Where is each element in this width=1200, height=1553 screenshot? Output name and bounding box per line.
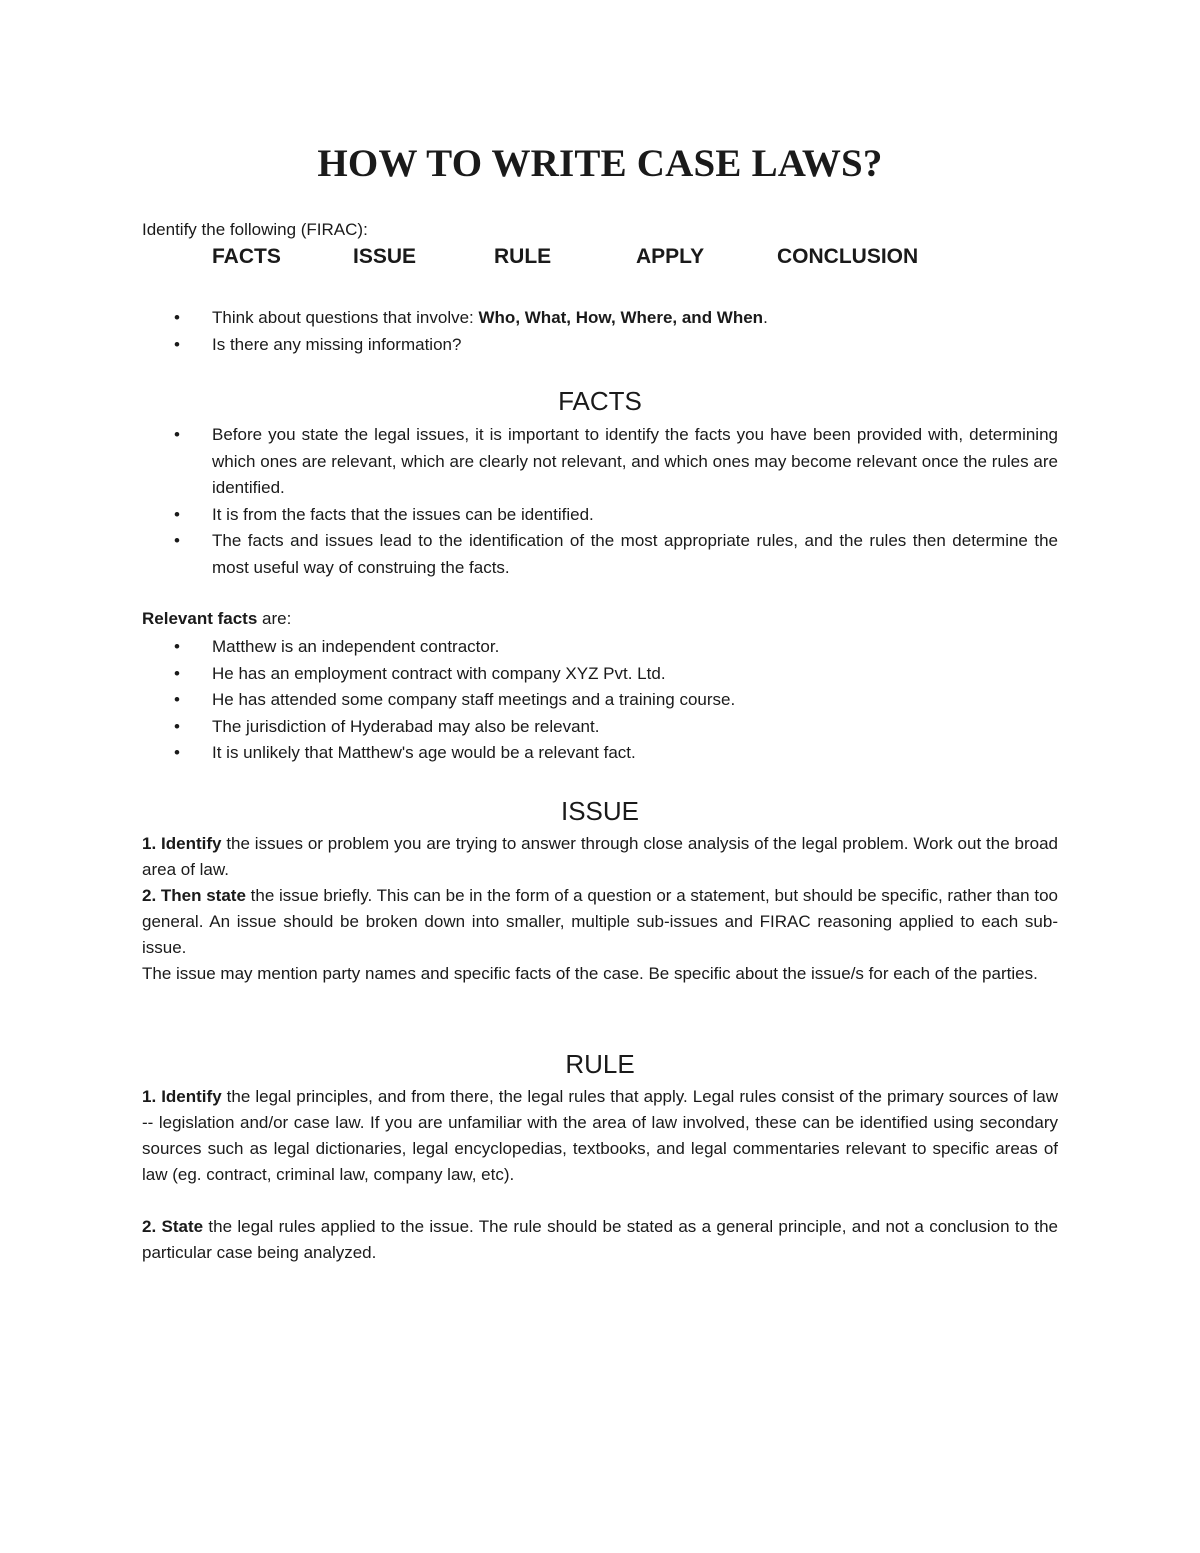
rule-step-1-text: the legal principles, and from there, the legal rules that apply. Legal rules consist of the primary sources of law -- legislation and/or case law. If you are unfamiliar with the area of law involved, these can be identified using secondary sources such as legal dictionaries, legal encyclopedias, textbooks, and legal commentaries relevant to specific areas of law (eg. contract, criminal law, company law, etc). bbox=[142, 1087, 1058, 1184]
relevant-facts-list bbox=[142, 634, 1058, 767]
issue-step-2-label: 2. Then state bbox=[142, 886, 246, 905]
issue-step-1-label: 1. Identify bbox=[142, 834, 222, 853]
list-item: • Matthew is an independent contractor. bbox=[142, 634, 1058, 661]
rule-step-2-label: 2. State bbox=[142, 1217, 204, 1236]
firac-intro: Identify the following (FIRAC): bbox=[142, 220, 368, 239]
relevant-facts-rest: are: bbox=[257, 609, 292, 628]
relevant-facts-intro bbox=[142, 606, 1058, 632]
issue-step-2-text: the issue briefly. This can be in the form of a question or a statement, but should be specific, rather than too general. An issue should be broken down into smaller, multiple sub-issues and FIRAC reasoning applied to each sub-issue. bbox=[142, 886, 1058, 957]
questions-prefix: Think about questions that involve: bbox=[212, 308, 479, 327]
list-item: • Is there any missing information? bbox=[142, 332, 1058, 359]
questions-bold: Who, What, How, Where, and When bbox=[478, 308, 764, 327]
facts-heading: FACTS bbox=[558, 386, 642, 416]
firac-term-apply: APPLY bbox=[636, 245, 705, 268]
list-item: • It is from the facts that the issues can be identified. bbox=[142, 502, 1058, 529]
document-title: HOW TO WRITE CASE LAWS? bbox=[317, 142, 883, 185]
firac-term-rule: RULE bbox=[494, 245, 552, 268]
issue-paragraph-3: The issue may mention party names and specific facts of the case. Be specific about the issue/s for each of the parties. bbox=[142, 964, 1038, 983]
list-item: • The jurisdiction of Hyderabad may also be relevant. bbox=[142, 714, 1058, 741]
rule-step-1-label: 1. Identify bbox=[142, 1087, 222, 1106]
list-item bbox=[142, 305, 1058, 332]
overview-list bbox=[142, 305, 1058, 358]
rule-paragraph-1 bbox=[142, 1084, 1058, 1188]
issue-heading: ISSUE bbox=[560, 796, 640, 826]
list-item: • Before you state the legal issues, it is important to identify the facts you have been provided with, determining which ones are relevant, which are clearly not relevant, and which ones may become relevant once the rules are identified. bbox=[142, 422, 1058, 502]
firac-term-conclusion: CONCLUSION bbox=[777, 245, 919, 268]
rule-paragraph-2 bbox=[142, 1214, 1058, 1266]
relevant-facts-label: Relevant facts bbox=[142, 609, 258, 628]
rule-heading: RULE bbox=[565, 1049, 635, 1079]
issue-paragraph-2 bbox=[142, 883, 1058, 961]
list-item: • He has an employment contract with company XYZ Pvt. Ltd. bbox=[142, 661, 1058, 688]
issue-paragraph-1 bbox=[142, 831, 1058, 883]
questions-suffix: . bbox=[763, 308, 768, 327]
firac-term-issue: ISSUE bbox=[353, 245, 417, 268]
issue-step-1-text: the issues or problem you are trying to answer through close analysis of the legal problem. Work out the broad area of law. bbox=[142, 834, 1058, 879]
facts-list bbox=[142, 422, 1058, 581]
firac-term-facts: FACTS bbox=[212, 245, 281, 268]
list-item: • He has attended some company staff meetings and a training course. bbox=[142, 687, 1058, 714]
list-item: • It is unlikely that Matthew's age would be a relevant fact. bbox=[142, 740, 1058, 767]
rule-step-2-text: the legal rules applied to the issue. The rule should be stated as a general principle, and not a conclusion to the particular case being analyzed. bbox=[142, 1217, 1058, 1262]
list-item: • The facts and issues lead to the identification of the most appropriate rules, and the rules then determine the most useful way of construing the facts. bbox=[142, 528, 1058, 581]
